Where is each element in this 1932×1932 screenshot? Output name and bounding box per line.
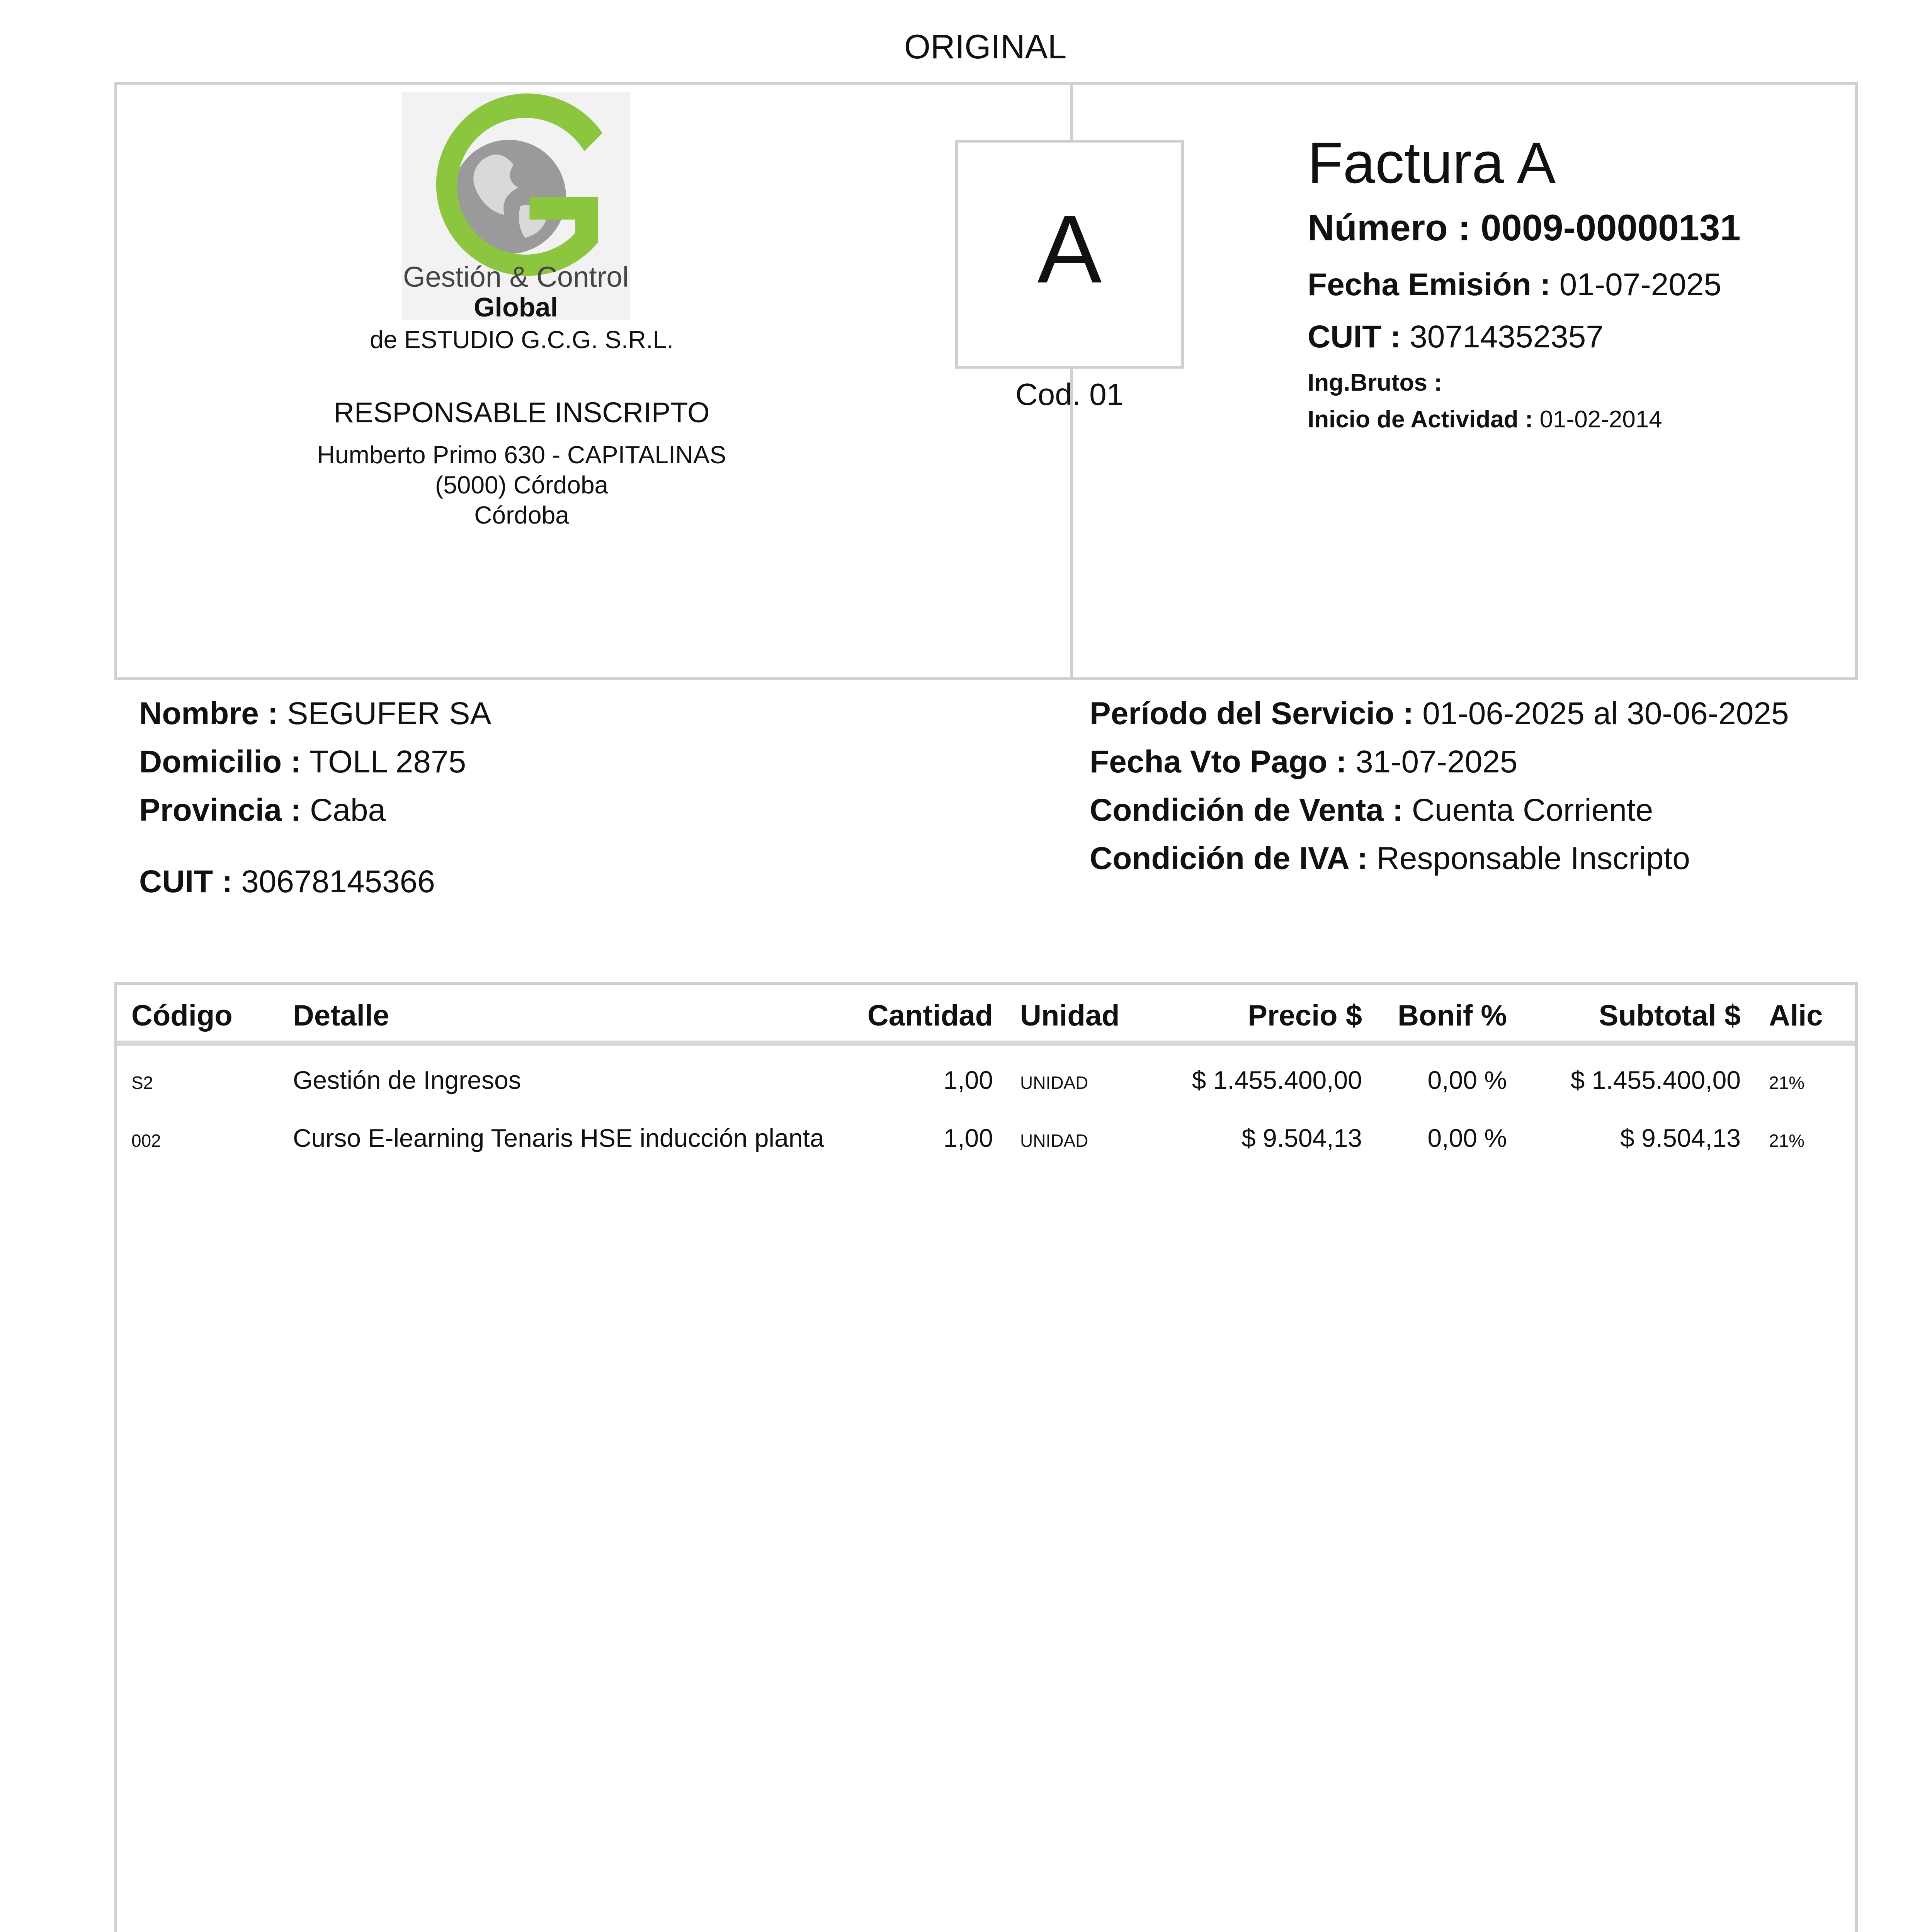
- invoice-number-label: Número :: [1308, 207, 1471, 248]
- item-code: S2: [131, 1073, 153, 1093]
- invoice-type-code: Cod. 01: [1015, 377, 1124, 412]
- client-address-label: Domicilio :: [139, 744, 301, 779]
- col-header-precio: Precio $: [1248, 999, 1362, 1032]
- item-discount: 0,00 %: [1427, 1066, 1507, 1094]
- issuer-iibb-label: Ing.Brutos :: [1308, 369, 1442, 396]
- issuer-cuit-label: CUIT :: [1308, 319, 1401, 354]
- col-header-alic: Alic: [1769, 999, 1823, 1032]
- col-header-bonif: Bonif %: [1398, 999, 1507, 1032]
- sale-condition: [1090, 792, 1653, 828]
- client-province: [139, 792, 386, 828]
- service-period-value: 01-06-2025 al 30-06-2025: [1422, 696, 1789, 731]
- item-vat-rate: 21%: [1769, 1131, 1805, 1151]
- issuer-cuit-value: 30714352357: [1410, 319, 1604, 354]
- item-discount: 0,00 %: [1427, 1124, 1507, 1152]
- invoice-date-value: 01-07-2025: [1559, 267, 1722, 302]
- item-detail: Curso E-learning Tenaris HSE inducción planta: [293, 1124, 824, 1152]
- service-period: [1090, 696, 1789, 732]
- invoice-number-value: 0009-00000131: [1481, 207, 1741, 248]
- issuer-address-line3: Córdoba: [474, 501, 569, 529]
- item-code: 002: [131, 1131, 161, 1151]
- logo-name-line2: Global: [474, 292, 558, 322]
- client-cuit-label: CUIT :: [139, 864, 233, 899]
- payment-due-label: Fecha Vto Pago :: [1090, 744, 1347, 779]
- issuer-address-line1: Humberto Primo 630 - CAPITALINAS: [317, 441, 726, 469]
- item-price: $ 9.504,13: [1242, 1124, 1362, 1152]
- item-subtotal: $ 1.455.400,00: [1570, 1066, 1741, 1094]
- item-subtotal: $ 9.504,13: [1620, 1124, 1741, 1152]
- col-header-cantidad: Cantidad: [867, 999, 993, 1032]
- client-province-label: Provincia :: [139, 793, 301, 828]
- client-province-value: Caba: [310, 793, 386, 828]
- item-vat-rate: 21%: [1769, 1073, 1805, 1093]
- item-unit: UNIDAD: [1020, 1131, 1088, 1151]
- sale-condition-value: Cuenta Corriente: [1412, 793, 1653, 828]
- vat-condition-value: Responsable Inscripto: [1376, 841, 1690, 876]
- col-header-unidad: Unidad: [1020, 999, 1120, 1032]
- client-cuit: [139, 864, 435, 900]
- issuer-address-line2: (5000) Córdoba: [435, 471, 609, 499]
- invoice-title: Factura A: [1308, 130, 1556, 195]
- invoice-date: [1308, 267, 1721, 303]
- item-detail: Gestión de Ingresos: [293, 1066, 521, 1094]
- payment-due-date: [1090, 744, 1517, 780]
- issuer-cuit: [1308, 319, 1604, 355]
- vat-condition-label: Condición de IVA :: [1090, 841, 1368, 876]
- item-price: $ 1.455.400,00: [1192, 1066, 1362, 1094]
- invoice-number: [1308, 207, 1741, 249]
- issuer-start-label: Inicio de Actividad :: [1308, 406, 1533, 433]
- client-name-value: SEGUFER SA: [287, 696, 492, 731]
- issuer-tax-status: RESPONSABLE INSCRIPTO: [333, 396, 710, 429]
- items-header-separator: [117, 1041, 1855, 1046]
- issuer-start-date: [1308, 406, 1662, 433]
- client-cuit-value: 30678145366: [241, 864, 435, 899]
- issuer-iibb: [1308, 369, 1442, 396]
- payment-due-value: 31-07-2025: [1355, 744, 1518, 779]
- item-unit: UNIDAD: [1020, 1073, 1088, 1093]
- item-quantity: 1,00: [943, 1066, 993, 1094]
- col-header-subtotal: Subtotal $: [1599, 999, 1741, 1032]
- item-quantity: 1,00: [943, 1124, 993, 1152]
- logo-name-line1: Gestión & Control: [403, 261, 629, 293]
- client-address: [139, 744, 466, 780]
- service-period-label: Período del Servicio :: [1090, 696, 1414, 731]
- sale-condition-label: Condición de Venta :: [1090, 793, 1403, 828]
- invoice-date-label: Fecha Emisión :: [1308, 267, 1551, 302]
- client-name-label: Nombre :: [139, 696, 278, 731]
- client-name: [139, 696, 491, 732]
- vat-condition: [1090, 840, 1690, 877]
- company-name: de ESTUDIO G.C.G. S.R.L.: [370, 326, 673, 354]
- client-address-value: TOLL 2875: [309, 744, 466, 779]
- invoice-type-letter: A: [1037, 195, 1102, 303]
- col-header-codigo: Código: [131, 999, 233, 1032]
- col-header-detalle: Detalle: [293, 999, 389, 1032]
- copy-label: ORIGINAL: [904, 27, 1067, 66]
- issuer-start-value: 01-02-2014: [1539, 406, 1662, 433]
